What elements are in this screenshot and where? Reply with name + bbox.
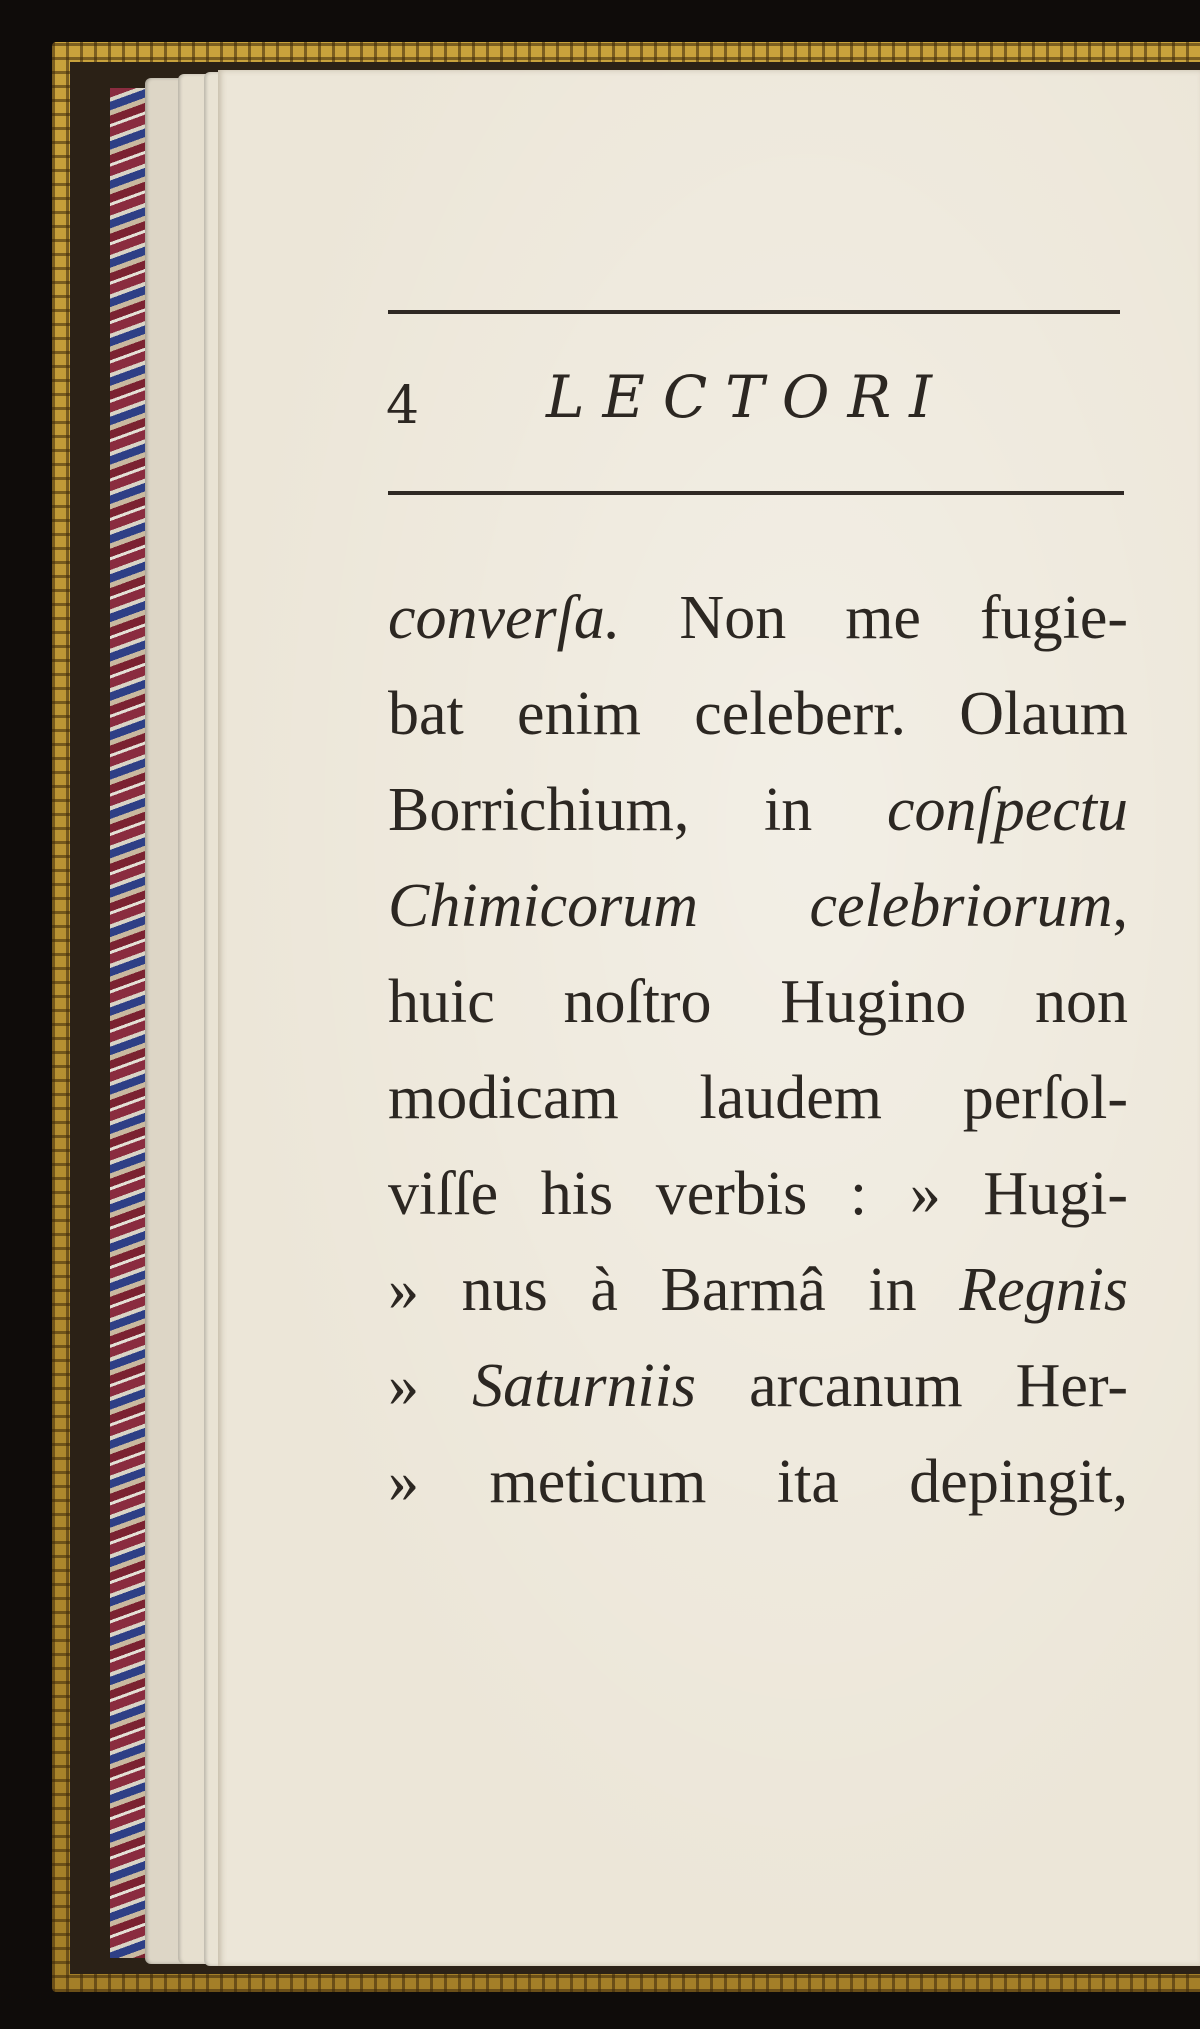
text-line xyxy=(388,954,1128,1050)
page-number: 4 xyxy=(386,376,420,436)
running-head: LECTORI xyxy=(546,363,951,431)
text-span: » xyxy=(388,1352,473,1420)
text-span: viſſe his verbis : » Hugi- xyxy=(388,1160,1128,1228)
text-line xyxy=(388,1338,1128,1434)
text-span: Saturniis xyxy=(472,1352,697,1420)
text-span: bat enim celeberr. Olaum xyxy=(388,680,1128,748)
text-span: Chimicorum celebriorum xyxy=(388,872,1113,940)
text-line xyxy=(388,666,1128,762)
text-line xyxy=(388,858,1128,954)
header-rule-top xyxy=(388,310,1120,314)
text-line xyxy=(388,1434,1128,1530)
text-line xyxy=(388,570,1128,666)
text-line xyxy=(388,1242,1128,1338)
text-span: Borrichium, in xyxy=(388,776,887,844)
text-span: converſa. xyxy=(388,584,621,652)
header-rule-bottom xyxy=(388,491,1124,495)
text-line xyxy=(388,762,1128,858)
text-span: huic noſtro Hugino non xyxy=(388,968,1128,1036)
text-span: conſpectu xyxy=(886,776,1128,844)
text-span: Non me fugie- xyxy=(620,584,1128,652)
body-text xyxy=(388,570,1128,1530)
text-line xyxy=(388,1146,1128,1242)
text-span: arcanum Her- xyxy=(696,1352,1128,1420)
text-span: Regnis xyxy=(959,1256,1128,1324)
text-line xyxy=(388,1050,1128,1146)
text-span: » nus à Barmâ in xyxy=(388,1256,960,1324)
text-span: , xyxy=(1112,872,1128,940)
text-span: modicam laudem perſol- xyxy=(388,1064,1128,1132)
text-span: » meticum ita depingit, xyxy=(388,1448,1128,1516)
